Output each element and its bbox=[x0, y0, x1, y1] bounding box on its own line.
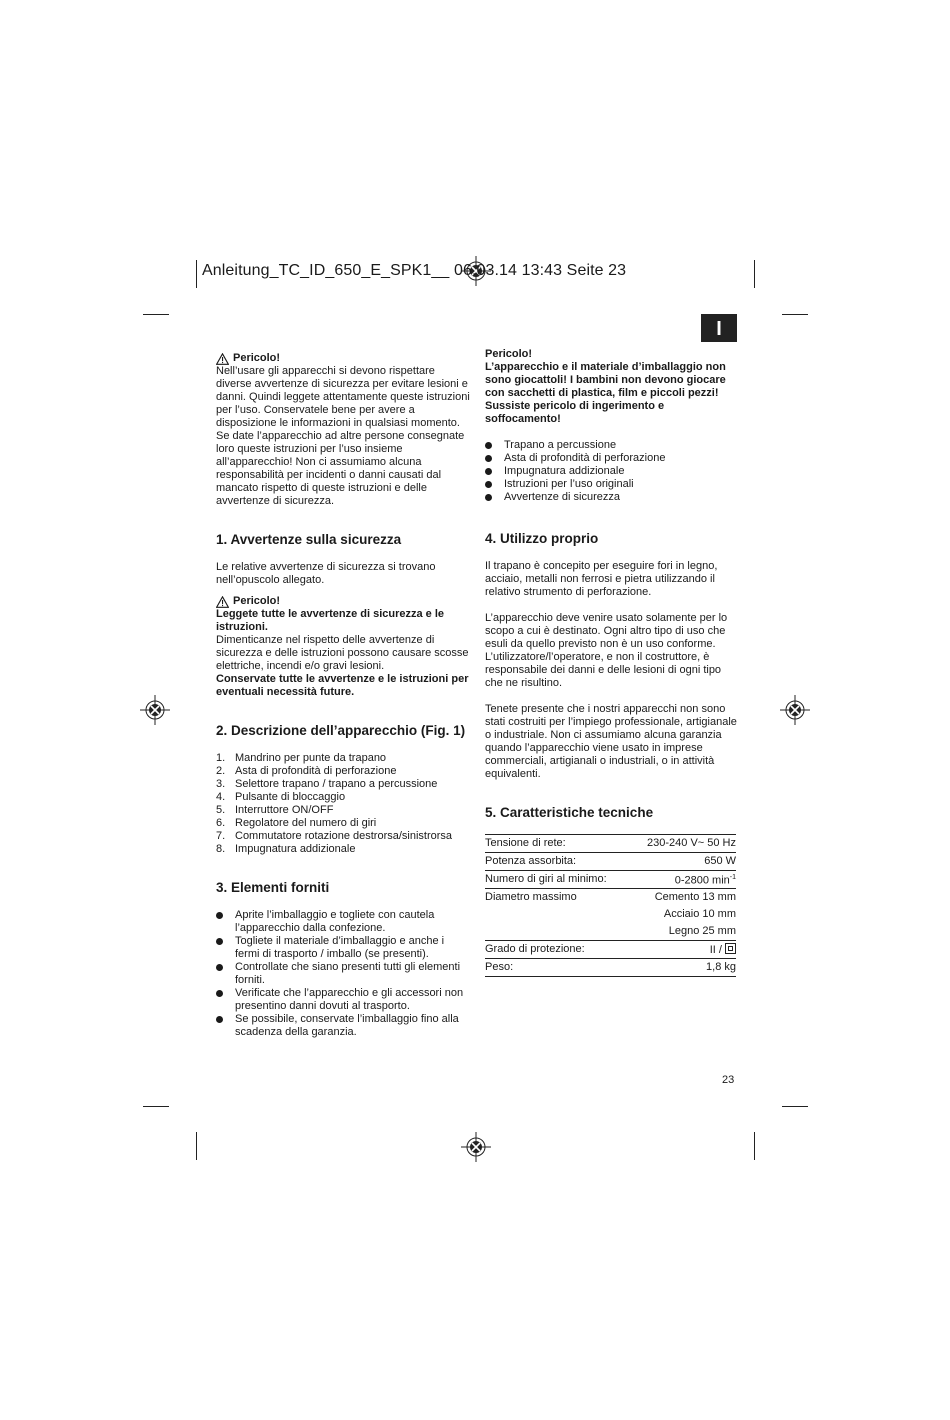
bullet-icon bbox=[216, 987, 235, 1013]
table-row: Legno 25 mm bbox=[668, 925, 736, 937]
bullet-icon bbox=[216, 961, 235, 987]
list-item: Avvertenze di sicurezza bbox=[485, 491, 737, 504]
crop-mark bbox=[196, 1132, 197, 1160]
list-item: Aprite l’imballaggio e togliete con cautela l’apparecchio dalla confezione. bbox=[216, 909, 471, 935]
table-row: Diametro massimo Cemento 13 mm bbox=[485, 889, 736, 907]
warning-title: Pericolo! bbox=[233, 352, 281, 364]
section-text: Il trapano è concepito per eseguire fori in legno, acciaio, metalli non ferrosi e pietra utilizzando il relativo strumento di perforazione. bbox=[485, 560, 718, 598]
crop-mark bbox=[143, 1106, 169, 1107]
bullet-icon bbox=[485, 491, 504, 504]
list-item: 4. Pulsante di bloccaggio bbox=[216, 791, 346, 803]
section-text: L’apparecchio deve venire usato solamente per lo scopo a cui è destinato. Ogni altro tipo di uso che esuli da quello previsto non è un uso conforme. L’utilizzatore/l’operatore, e non il costruttore, è responsabile dei danni e delle lesioni di ogni tipo che ne risultino. bbox=[485, 612, 728, 689]
section-heading: 3. Elementi forniti bbox=[216, 880, 330, 895]
list-item: Trapano a percussione bbox=[485, 439, 737, 452]
warning-triangle-icon bbox=[216, 353, 229, 365]
warning-heading bbox=[216, 595, 471, 608]
crop-mark bbox=[782, 314, 808, 315]
warning-title: Pericolo! bbox=[233, 595, 281, 607]
list-item: 6. Regolatore del numero di giri bbox=[216, 817, 377, 829]
crop-mark bbox=[782, 1106, 808, 1107]
bullet-icon bbox=[485, 465, 504, 478]
section-heading: 5. Caratteristiche tecniche bbox=[485, 805, 654, 820]
registration-mark-icon bbox=[140, 695, 170, 725]
list-item: Istruzioni per l’uso originali bbox=[485, 478, 737, 491]
table-row: Peso: 1,8 kg bbox=[485, 959, 736, 977]
list-item: Impugnatura addizionale bbox=[485, 465, 737, 478]
contents-list bbox=[485, 439, 737, 504]
bullet-icon bbox=[485, 478, 504, 491]
print-slug: Anleitung_TC_ID_650_E_SPK1__ 06.03.14 13:43 Seite 23 bbox=[202, 262, 627, 279]
intro-text: Nell’usare gli apparecchi si devono rispettare diverse avvertenze di sicurezza per evitare lesioni e danni. Quindi leggete attentamente queste istruzioni per l’uso. Conservatele bene per avere a disposizione le informazioni in qualsiasi momento. Se date l’apparecchio ad altre persone consegnate loro queste istruzioni per l’uso insieme all’apparecchio! Non ci assumiamo alcuna responsabilità per incidenti o danni causati dal mancato rispetto di queste istruzioni e delle avvertenze di sicurezza. bbox=[216, 365, 470, 507]
table-row: Acciaio 10 mm bbox=[663, 908, 736, 920]
registration-mark-icon bbox=[780, 695, 810, 725]
table-row: Grado di protezione: II / bbox=[485, 941, 736, 959]
list-item: Asta di profondità di perforazione bbox=[485, 452, 737, 465]
warning-text: Dimenticanze nel rispetto delle avvertenze di sicurezza e delle istruzioni possono causare scosse elettriche, incendi e/o gravi lesioni. bbox=[216, 634, 469, 672]
language-tab: I bbox=[701, 314, 737, 342]
list-item: Se possibile, conservate l’imballaggio fino alla scadenza della garanzia. bbox=[216, 1013, 471, 1039]
bullet-icon bbox=[485, 439, 504, 452]
page-number: 23 bbox=[722, 1074, 735, 1086]
warning-bold-text: Conservate tutte le avvertenze e le istruzioni per eventuali necessità future. bbox=[216, 673, 469, 698]
section-heading: 4. Utilizzo proprio bbox=[485, 531, 599, 546]
bullet-icon bbox=[216, 1013, 235, 1039]
section-heading: 2. Descrizione dell’apparecchio (Fig. 1) bbox=[216, 723, 466, 738]
warning-triangle-icon bbox=[216, 596, 229, 608]
left-column bbox=[216, 352, 471, 1039]
list-item: 3. Selettore trapano / trapano a percussione bbox=[216, 778, 438, 790]
bullet-list bbox=[216, 909, 471, 1039]
list-item: Controllate che siano presenti tutti gli elementi forniti. bbox=[216, 961, 471, 987]
warning-bold-text: L’apparecchio e il materiale d’imballaggio non sono giocattoli! I bambini non devono giocare con sacchetti di plastica, film e piccoli pezzi! Sussiste pericolo di ingerimento e soffocamento! bbox=[485, 361, 726, 425]
right-column bbox=[485, 348, 737, 977]
table-row: Numero di giri al minimo: 0-2800 $\min^{-1}$ bbox=[485, 871, 736, 889]
list-item: Verificate che l’apparecchio e gli accessori non presentino danni dovuti al trasporto. bbox=[216, 987, 471, 1013]
specs-table bbox=[485, 834, 736, 977]
list-item: 8. Impugnatura addizionale bbox=[216, 843, 356, 855]
double-insulation-icon bbox=[725, 943, 736, 954]
table-row: Potenza assorbita: 650 W bbox=[485, 853, 736, 871]
crop-mark bbox=[196, 260, 197, 288]
warning-title: Pericolo! bbox=[485, 348, 533, 360]
registration-mark-icon bbox=[461, 1132, 491, 1162]
warning-bold-text: Leggete tutte le avvertenze di sicurezza e le istruzioni. bbox=[216, 608, 445, 633]
bullet-icon bbox=[216, 909, 235, 935]
crop-mark bbox=[754, 1132, 755, 1160]
parts-list bbox=[216, 752, 471, 856]
list-item: 1. Mandrino per punte da trapano bbox=[216, 752, 387, 764]
crop-mark bbox=[754, 260, 755, 288]
list-item: 2. Asta di profondità di perforazione bbox=[216, 765, 397, 777]
section-text: Tenete presente che i nostri apparecchi non sono stati costruiti per l’impiego professionale, artigianale o industriale. Non ci assumiamo alcuna garanzia quando l’apparecchio viene usato in imprese commerciali, artigianali o industriali, o in attività equivalenti. bbox=[485, 703, 737, 780]
table-row: Tensione di rete: 230-240 V~ 50 Hz bbox=[485, 835, 736, 853]
bullet-icon bbox=[485, 452, 504, 465]
list-item: Togliete il materiale d’imballaggio e anche i fermi di trasporto / imballo (se presenti). bbox=[216, 935, 471, 961]
section-text: Le relative avvertenze di sicurezza si trovano nell’opuscolo allegato. bbox=[216, 561, 436, 586]
crop-mark bbox=[143, 314, 169, 315]
list-item: 5. Interruttore ON/OFF bbox=[216, 804, 334, 816]
warning-heading bbox=[216, 352, 471, 365]
list-item: 7. Commutatore rotazione destrorsa/sinistrorsa bbox=[216, 830, 453, 842]
section-heading: 1. Avvertenze sulla sicurezza bbox=[216, 532, 402, 547]
bullet-icon bbox=[216, 935, 235, 961]
